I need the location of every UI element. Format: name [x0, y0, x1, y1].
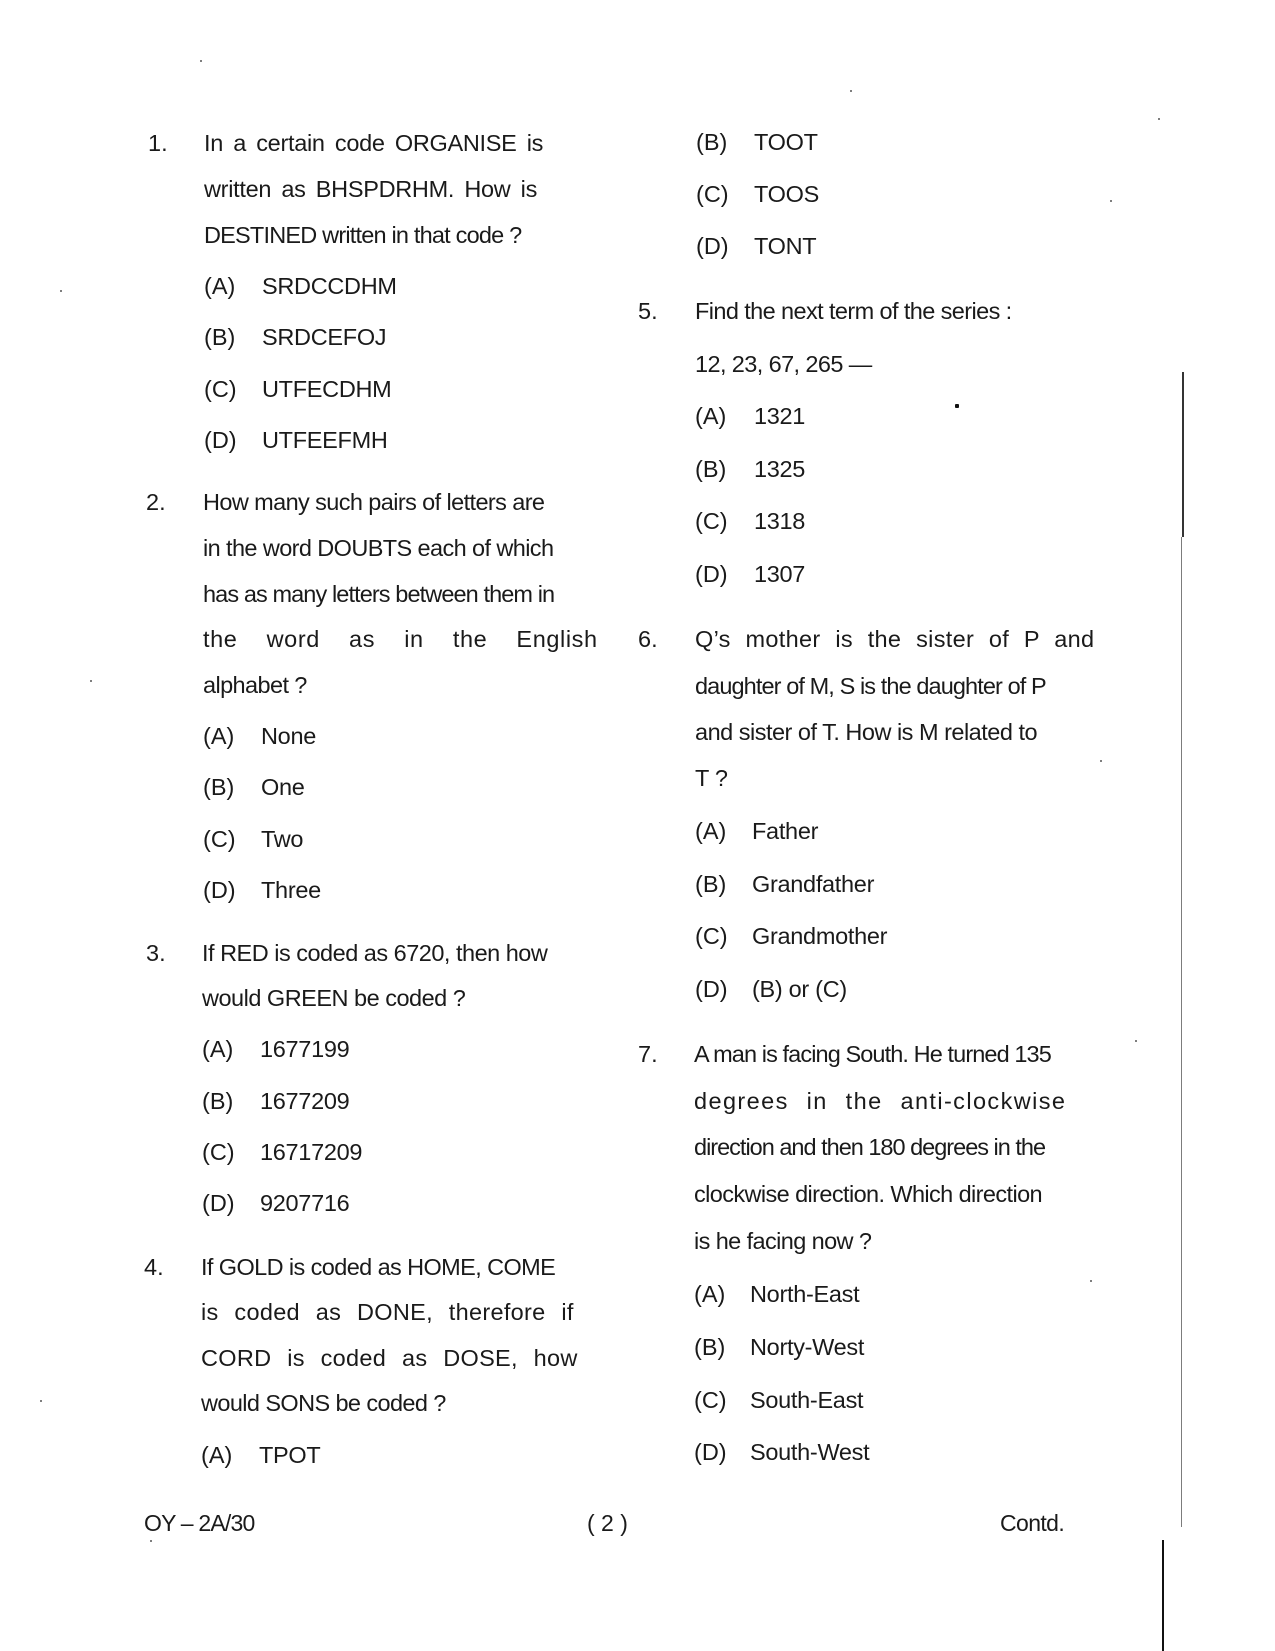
- question-text-line: daughter of M, S is the daughter of P: [695, 673, 1046, 699]
- option-value: 1325: [754, 456, 806, 482]
- question-number: 1.: [148, 130, 168, 156]
- option-label: (B): [202, 1088, 234, 1114]
- option-label: (C): [695, 923, 728, 949]
- option-value: TOOT: [754, 129, 818, 155]
- option-value: TOOS: [754, 181, 819, 207]
- question-text-line: would SONS be coded ?: [201, 1390, 446, 1416]
- option-label: (A): [203, 723, 235, 749]
- option-value: South-East: [750, 1387, 864, 1413]
- question-number: 2.: [146, 489, 166, 515]
- question-text-line: is coded as DONE, therefore if: [201, 1299, 574, 1325]
- option-label: (D): [204, 427, 237, 453]
- option-value: UTFEEFMH: [262, 427, 388, 453]
- option-label: (A): [204, 273, 236, 299]
- option-value: Grandmother: [752, 923, 888, 949]
- question-text-line: and sister of T. How is M related to: [695, 719, 1038, 745]
- option-label: (C): [203, 826, 236, 852]
- question-text-line: T ?: [695, 765, 728, 791]
- question-text-line: degrees in the anti-clockwise: [694, 1088, 1067, 1114]
- option-label: (B): [695, 871, 727, 897]
- option-label: (B): [696, 129, 728, 155]
- option-label: (B): [203, 774, 235, 800]
- option-value: 16717209: [260, 1139, 363, 1165]
- option-label: (C): [204, 376, 237, 402]
- option-label: (A): [201, 1442, 233, 1468]
- option-value: Norty-West: [750, 1334, 865, 1360]
- scan-edge-line: [1162, 1540, 1164, 1651]
- option-label: (A): [202, 1036, 234, 1062]
- question-text-line: in the word DOUBTS each of which: [203, 535, 554, 561]
- option-label: (B): [204, 324, 236, 350]
- paper-code: OY – 2A/30: [144, 1510, 255, 1536]
- question-text-line: written as BHSPDRHM. How is: [204, 176, 538, 202]
- option-label: (D): [694, 1439, 727, 1465]
- option-label: (D): [202, 1190, 235, 1216]
- option-value: 1307: [754, 561, 806, 587]
- question-text-line: clockwise direction. Which direction: [694, 1181, 1043, 1207]
- question-text-line: has as many letters between them in: [203, 581, 555, 607]
- option-label: (A): [695, 818, 727, 844]
- option-value: Grandfather: [752, 871, 875, 897]
- option-value: (B) or (C): [752, 976, 847, 1002]
- question-text-line: DESTINED written in that code ?: [204, 222, 522, 248]
- option-label: (C): [694, 1387, 727, 1413]
- question-text-line: is he facing now ?: [694, 1228, 872, 1254]
- question-text-line: A man is facing South. He turned 135: [694, 1041, 1051, 1067]
- option-value: TONT: [754, 233, 817, 259]
- question-number: 6.: [638, 626, 658, 652]
- continued-label: Contd.: [1000, 1510, 1065, 1536]
- option-value: SRDCEFOJ: [262, 324, 387, 350]
- question-text-line: alphabet ?: [203, 672, 307, 698]
- option-label: (C): [695, 508, 728, 534]
- option-label: (D): [203, 877, 236, 903]
- option-label: (A): [695, 403, 727, 429]
- option-label: (B): [695, 456, 727, 482]
- question-number: 7.: [638, 1041, 658, 1067]
- scan-edge-line: [1182, 372, 1184, 537]
- question-text-line: If RED is coded as 6720, then how: [202, 940, 548, 966]
- option-value: 9207716: [260, 1190, 350, 1216]
- question-text-line: the word as in the English: [203, 626, 598, 652]
- option-value: North-East: [750, 1281, 860, 1307]
- question-number: 3.: [146, 940, 166, 966]
- option-label: (C): [202, 1139, 235, 1165]
- option-value: 1677209: [260, 1088, 350, 1114]
- question-number: 5.: [638, 298, 658, 324]
- option-value: SRDCCDHM: [262, 273, 397, 299]
- option-label: (D): [695, 561, 728, 587]
- question-text-line: If GOLD is coded as HOME, COME: [201, 1254, 556, 1280]
- option-value: Three: [261, 877, 321, 903]
- question-text-line: CORD is coded as DOSE, how: [201, 1345, 578, 1371]
- question-text-line: In a certain code ORGANISE is: [204, 130, 544, 156]
- option-value: Father: [752, 818, 819, 844]
- option-value: 1677199: [260, 1036, 350, 1062]
- question-text-line: How many such pairs of letters are: [203, 489, 545, 515]
- scan-edge-line: [1181, 537, 1182, 1527]
- option-value: TPOT: [259, 1442, 321, 1468]
- series-text: 12, 23, 67, 265 —: [695, 351, 872, 377]
- question-text-line: direction and then 180 degrees in the: [694, 1134, 1046, 1160]
- question-text-line: Find the next term of the series :: [695, 298, 1012, 324]
- option-value: UTFECDHM: [262, 376, 392, 402]
- option-label: (A): [694, 1281, 726, 1307]
- option-label: (D): [695, 976, 728, 1002]
- question-text-line: Q’s mother is the sister of P and: [695, 626, 1095, 652]
- option-label: (D): [696, 233, 729, 259]
- option-value: One: [261, 774, 305, 800]
- page-number: ( 2 ): [587, 1510, 628, 1536]
- option-value: 1318: [754, 508, 806, 534]
- question-number: 4.: [144, 1254, 164, 1280]
- question-text-line: would GREEN be coded ?: [202, 985, 466, 1011]
- option-value: 1321: [754, 403, 806, 429]
- option-value: South-West: [750, 1439, 870, 1465]
- option-value: None: [261, 723, 316, 749]
- option-value: Two: [261, 826, 304, 852]
- option-label: (C): [696, 181, 729, 207]
- option-label: (B): [694, 1334, 726, 1360]
